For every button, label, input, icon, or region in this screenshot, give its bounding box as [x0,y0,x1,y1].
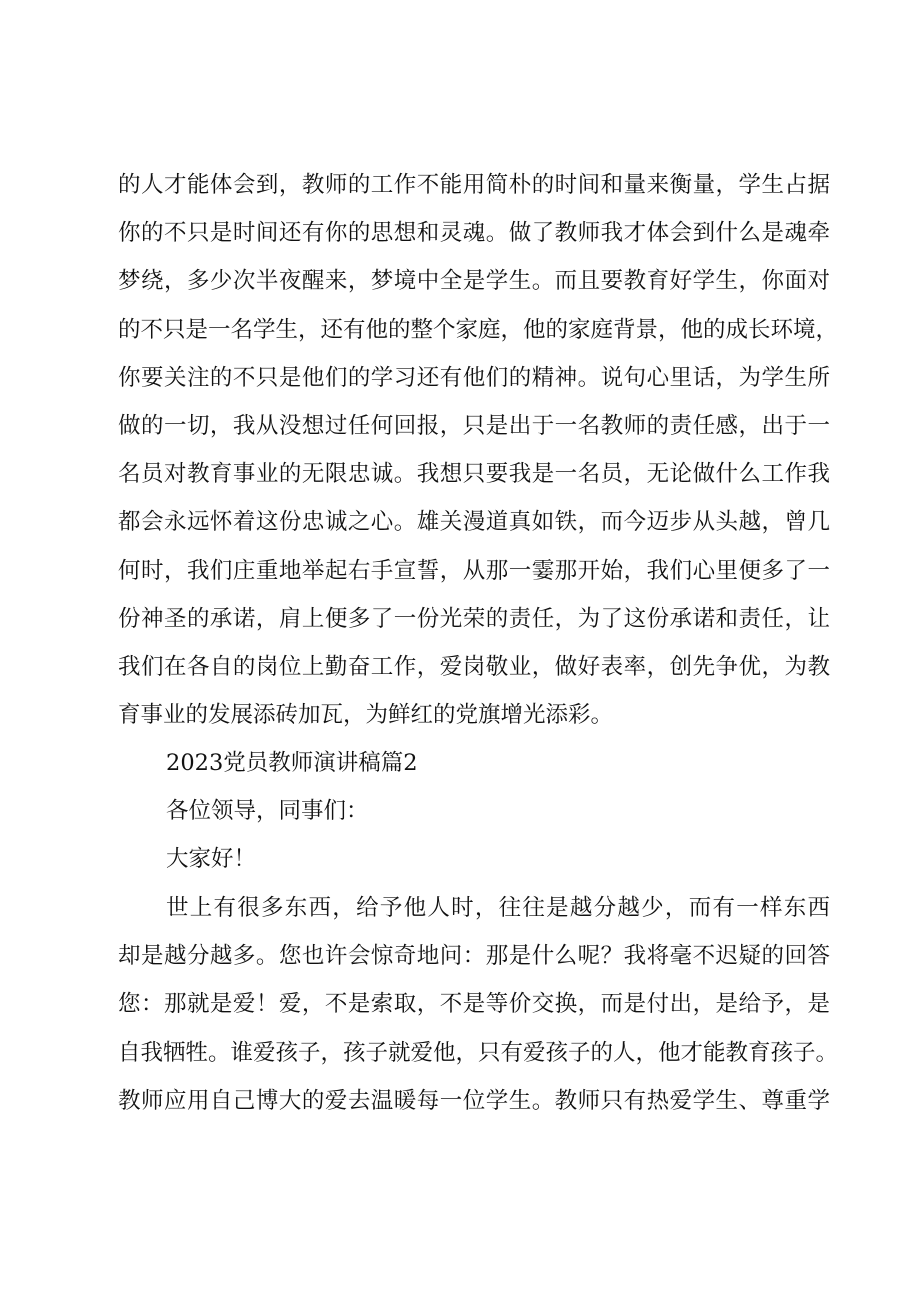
paragraph-line: 都会永远怀着这份忠诚之心。雄关漫道真如铁，而今迈步从头越，曾几 [118,509,830,536]
paragraph-line: 你的不只是时间还有你的思想和灵魂。做了教师我才体会到什么是魂牵 [118,220,830,247]
paragraph-line: 世上有很多东西，给予他人时，往往是越分越少，而有一样东西 [166,895,830,921]
paragraph-line: 何时，我们庄重地举起右手宣誓，从那一霎那开始，我们心里便多了一 [118,557,830,584]
paragraph-line: 的不只是一名学生，还有他的整个家庭，他的家庭背景，他的成长环境， [118,316,839,343]
paragraph-line: 份神圣的承诺，肩上便多了一份光荣的责任，为了这份承诺和责任，让 [118,605,830,632]
greeting: 大家好！ [166,846,257,873]
paragraph-line: 您：那就是爱！爱，不是索取，不是等价交换，而是付出，是给予，是 [118,991,830,1018]
section-heading-block [118,739,830,884]
paragraph-line: 教师应用自己博大的爱去温暖每一位学生。教师只有热爱学生、尊重学 [118,1087,830,1114]
paragraph-line: 育事业的发展添砖加瓦，为鲜红的党旗增光添彩。 [118,702,614,729]
paragraph-line: 却是越分越多。您也许会惊奇地问：那是什么呢？我将毫不迟疑的回答 [118,943,830,970]
paragraph-line: 我们在各自的岗位上勤奋工作，爱岗敬业，做好表率，创先争优，为教 [118,653,830,680]
salutation: 各位领导，同事们： [166,798,369,825]
paragraph-line: 梦绕，多少次半夜醒来，梦境中全是学生。而且要教育好学生，你面对 [118,268,830,295]
paragraph-2 [118,884,839,1125]
paragraph-line: 你要关注的不只是他们的学习还有他们的精神。说句心里话，为学生所 [118,364,830,391]
paragraph-line: 做的一切，我从没想过任何回报，只是出于一名教师的责任感，出于一 [118,412,830,439]
section-title: 2023党员教师演讲稿篇2 [166,750,418,776]
paragraph-line: 自我牺牲。谁爱孩子，孩子就爱他，只有爱孩子的人，他才能教育孩子。 [118,1039,839,1066]
paragraph-1 [118,161,839,739]
paragraph-line: 名员对教育事业的无限忠诚。我想只要我是一名员，无论做什么工作我 [118,461,830,488]
paragraph-line: 的人才能体会到，教师的工作不能用简朴的时间和量来衡量，学生占据 [118,172,830,198]
